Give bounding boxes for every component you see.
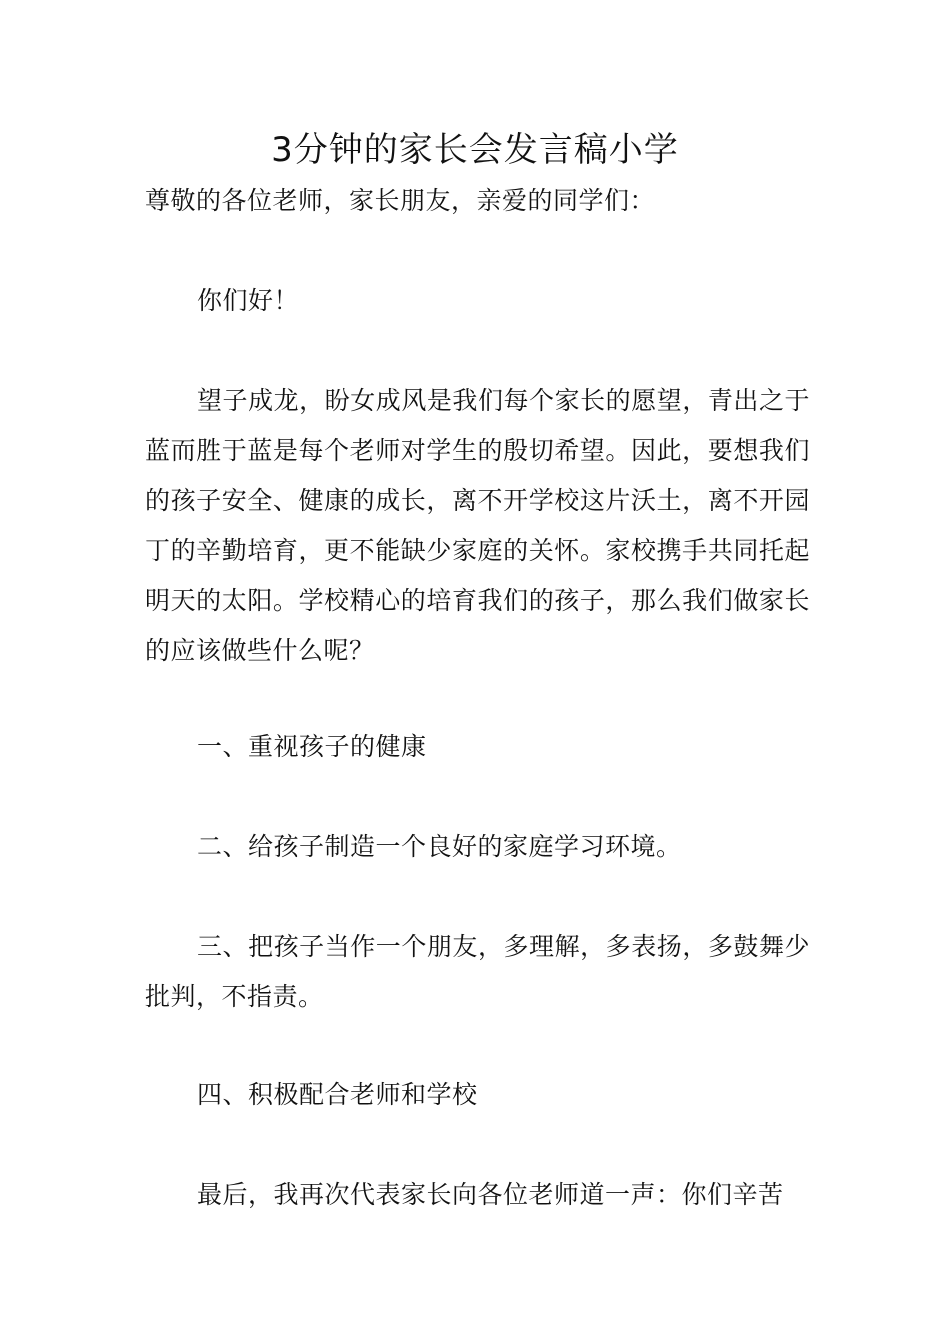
salutation-paragraph: 尊敬的各位老师，家长朋友，亲爱的同学们： [145, 186, 656, 215]
intro-paragraph: 望子成龙，盼女成风是我们每个家长的愿望，青出之于蓝而胜于蓝是每个老师对学生的殷切希望。因此，要想我们的孩子安全、健康的成长，离不开学校这片沃土，离不开园丁的辛勤培育，更不能缺少家庭的关怀。家校携手共同托起明天的太阳。学校精心的培育我们的孩子，那么我们做家长的应该做些什么呢？ [145, 386, 810, 665]
point-one-paragraph: 一、重视孩子的健康 [197, 732, 427, 761]
point-two-paragraph: 二、给孩子制造一个良好的家庭学习环境。 [197, 832, 682, 861]
point-three-paragraph: 三、把孩子当作一个朋友，多理解，多表扬，多鼓舞少批判，不指责。 [145, 932, 810, 1011]
closing-paragraph: 最后，我再次代表家长向各位老师道一声：你们辛苦 [197, 1180, 784, 1209]
document-title: 3分钟的家长会发言稿小学 [271, 130, 679, 170]
greeting-paragraph: 你们好！ [197, 286, 300, 315]
point-four-paragraph: 四、积极配合老师和学校 [197, 1080, 478, 1109]
